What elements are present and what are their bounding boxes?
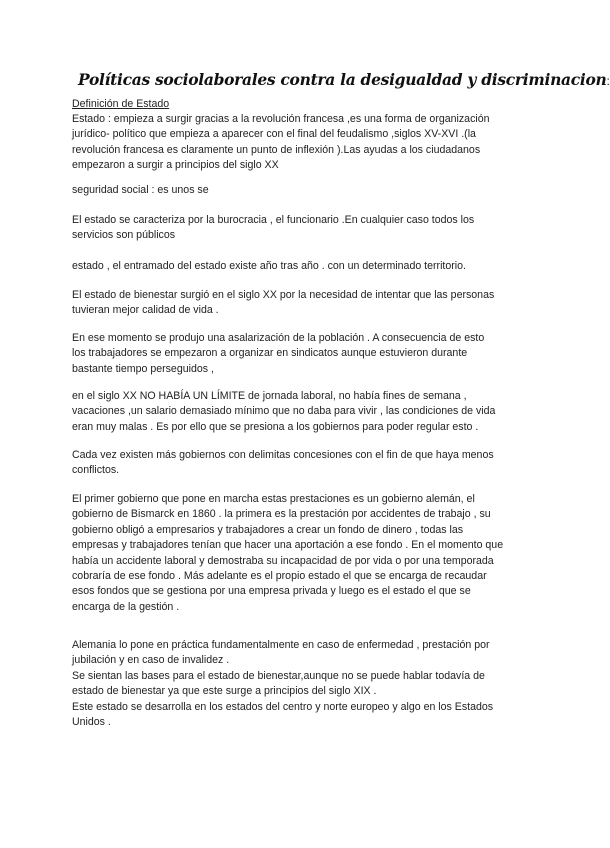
text-line: Estado : empieza a surgir gracias a la revolución francesa ,es una forma de organización	[72, 113, 490, 125]
text-line: estado de bienestar ya que este surge a principios del siglo XIX .	[72, 685, 377, 698]
paragraph-bismarck	[72, 492, 532, 615]
text-line: vacaciones ,un salario demasiado mínimo que no daba para vivir , las condiciones de vida	[72, 405, 496, 418]
document-title	[78, 70, 610, 89]
text-line: seguridad social : es unos se	[72, 184, 209, 196]
text-line: El estado de bienestar surgió en el siglo XX por la necesidad de intentar que las personas	[72, 289, 495, 301]
text-line: eran muy malas . Es por ello que se presiona a los gobiernos para poder regular esto .	[72, 420, 479, 433]
text-line: jubilación y en caso de invalidez .	[72, 654, 230, 667]
text-line: esos fondos que se gestiona por una empresa privada y luego es el estado el que se	[72, 585, 471, 598]
paragraph-entramado	[72, 259, 532, 274]
text-line: bastante tiempo perseguidos ,	[72, 362, 214, 375]
text-line: jurídico- político que empieza a aparecer con el final del feudalismo ,siglos XV-XVI .(la	[72, 128, 476, 141]
text-line: los trabajadores se empezaron a organizar en sindicatos aunque estuvieron durante	[72, 347, 468, 360]
text-line: El estado se caracteriza por la burocracia , el funcionario .En cualquier caso todos los	[72, 214, 475, 226]
paragraph-seguridad-social	[72, 183, 532, 198]
paragraph-asalarizacion	[72, 331, 532, 377]
text-line: Este estado se desarrolla en los estados del centro y norte europeo y algo en los Estados	[72, 700, 494, 713]
paragraph-estado	[72, 112, 532, 174]
text-line: empezaron a surgir a principios del siglo XX	[72, 159, 279, 172]
text-line: gobierno de Bismarck en 1860 . la primera es la prestación por accidentes de trabajo , su	[72, 508, 491, 521]
text-line: conflictos.	[72, 464, 120, 477]
text-line: estado , el entramado del estado existe año tras año . con un determinado territorio.	[72, 260, 466, 272]
paragraph-burocracia	[72, 213, 532, 244]
text-line: cobraría de ese fondo . Más adelante es el propio estado el que se encarga de recaudar	[72, 570, 487, 583]
text-line: empresas y trabajadores tenían que hacer una aportación a ese fondo . En el momento que	[72, 539, 504, 552]
text-line: Se sientan las bases para el estado de bienestar,aunque no se puede hablar todavía de	[72, 669, 485, 682]
title-colon: :	[606, 74, 610, 88]
paragraph-gobiernos	[72, 448, 532, 479]
section-heading: Definición de Estado	[72, 98, 170, 110]
title-text: Políticas sociolaborales contra la desigualdad y discriminacion	[78, 70, 607, 89]
paragraph-alemania	[72, 638, 532, 730]
text-line: El primer gobierno que pone en marcha estas prestaciones es un gobierno alemán, el	[72, 493, 475, 505]
text-line: revolución francesa es claramente un punto de inflexión ).Las ayudas a los ciudadanos	[72, 143, 481, 156]
paragraph-siglo-xx	[72, 389, 532, 435]
text-line: Unidos .	[72, 716, 111, 729]
text-line: encarga de la gestión .	[72, 600, 180, 613]
text-line: En ese momento se produjo una asalarización de la población . A consecuencia de esto	[72, 332, 485, 344]
text-line: gobierno obligó a empresarios y trabajadores a crear un fondo de dinero , todas las	[72, 523, 464, 536]
paragraph-bienestar	[72, 288, 532, 319]
text-line: tuvieran mejor calidad de vida .	[72, 304, 219, 317]
text-line: en el siglo XX NO HABÍA UN LÍMITE de jornada laboral, no había fines de semana ,	[72, 390, 467, 402]
text-line: servicios son públicos	[72, 229, 176, 242]
text-line: había un accidente laboral y demostraba su incapacidad de por vida o por una temporada	[72, 554, 494, 567]
text-line: Cada vez existen más gobiernos con delimitas concesiones con el fin de que haya menos	[72, 449, 494, 461]
text-line: Alemania lo pone en práctica fundamentalmente en caso de enfermedad , prestación por	[72, 639, 490, 651]
